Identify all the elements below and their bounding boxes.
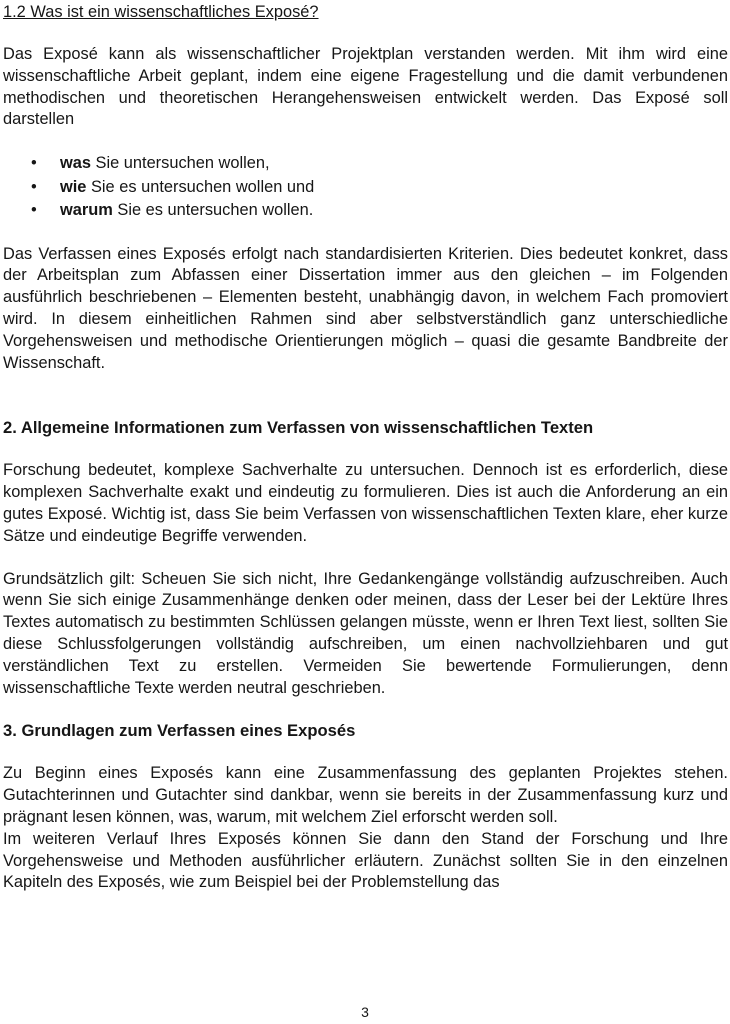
bullet-text: Sie es untersuchen wollen. [112, 201, 314, 220]
paragraph-summary: Zu Beginn eines Exposés kann eine Zusammenfassung des geplanten Projektes stehen. Gutachterinnen und Gutachter sind dankbar, wenn sie bereits in der Zusammenfassung kurz und prägnant lesen können, was, warum, mit welchem Ziel erforscht werden soll. [3, 764, 728, 827]
paragraph-expose-definition: Das Exposé kann als wissenschaftlicher Projektplan verstanden werden. Mit ihm wird eine wissenschaftliche Arbeit geplant, indem eine eigene Fragestellung und die damit verbundenen methodischen und theoretischen Herangehensweisen entwickelt werden. Das Exposé soll darstellen [3, 45, 728, 129]
section-1-2-heading: 1.2 Was ist ein wissenschaftliches Exposé? [3, 3, 319, 21]
section-3-heading: 3. Grundlagen zum Verfassen eines Exposés [3, 721, 356, 741]
spacer [3, 742, 728, 763]
bullet-text: Sie untersuchen wollen, [90, 154, 270, 173]
bullet-item [3, 199, 728, 223]
section-2-heading: 2. Allgemeine Informationen zum Verfassen von wissenschaftlichen Texten [3, 418, 594, 438]
bullet-keyword: warum [60, 201, 113, 220]
page-number: 3 [361, 1004, 369, 1020]
bullet-keyword: wie [60, 177, 87, 196]
spacer [3, 548, 728, 569]
spacer [3, 374, 728, 417]
bullet-icon: • [31, 177, 37, 196]
bullet-list [3, 152, 728, 223]
bullet-item [3, 152, 728, 176]
paragraph-standardized-criteria: Das Verfassen eines Exposés erfolgt nach standardisierten Kriterien. Dies bedeutet konkret, dass der Arbeitsplan zum Abfassen einer Dissertation immer aus den gleichen – im Folgenden ausführlich beschriebenen – Elementen besteht, unabhängig davon, in welchem Fach promoviert wird. In diesem einheitlichen Rahmen sind aber selbstverständlich ganz unterschiedliche Vorgehensweisen und methodische Orientierungen möglich – quasi die gesamte Bandbreite der Wissenschaft. [3, 244, 728, 372]
document-content [3, 1, 728, 894]
bullet-keyword: was [60, 154, 91, 173]
bullet-icon: • [31, 154, 37, 173]
paragraph-write-thoughts: Grundsätzlich gilt: Scheuen Sie sich nicht, Ihre Gedankengänge vollständig aufzuschreiben. Auch wenn Sie sich einige Zusammenhänge denken oder meinen, dass der Leser bei der Lektüre Ihres Textes automatisch zu bestimmten Schlüssen gelangen müsste, wenn er Ihren Text liest, sollten Sie diese Schlussfolgerungen vollständig aufschreiben, um einen nachvollziehbaren und gut verständlichen Text zu erstellen. Vermeiden Sie bewertende Formulierungen, denn wissenschaftliche Texte werden neutral geschrieben. [3, 569, 728, 697]
bullet-icon: • [31, 201, 37, 220]
paragraph-further-course: Im weiteren Verlauf Ihres Exposés können Sie dann den Stand der Forschung und Ihre Vorgehensweise und Methoden ausführlicher erläutern. Zunächst sollten Sie in den einzelnen Kapiteln des Exposés, wie zum Beispiel bei der Problemstellung das [3, 829, 728, 892]
spacer [3, 699, 728, 720]
bullet-text: Sie es untersuchen wollen und [86, 177, 315, 196]
bullet-item [3, 176, 728, 200]
spacer [3, 439, 728, 460]
paragraph-research-complexity: Forschung bedeutet, komplexe Sachverhalte zu untersuchen. Dennoch ist es erforderlich, diese komplexen Sachverhalte exakt und eindeutig zu formulieren. Dies ist auch die Anforderung an ein gutes Exposé. Wichtig ist, dass Sie beim Verfassen von wissenschaftlichen Texten klare, eher kurze Sätze und eindeutige Begriffe verwenden. [3, 461, 728, 545]
